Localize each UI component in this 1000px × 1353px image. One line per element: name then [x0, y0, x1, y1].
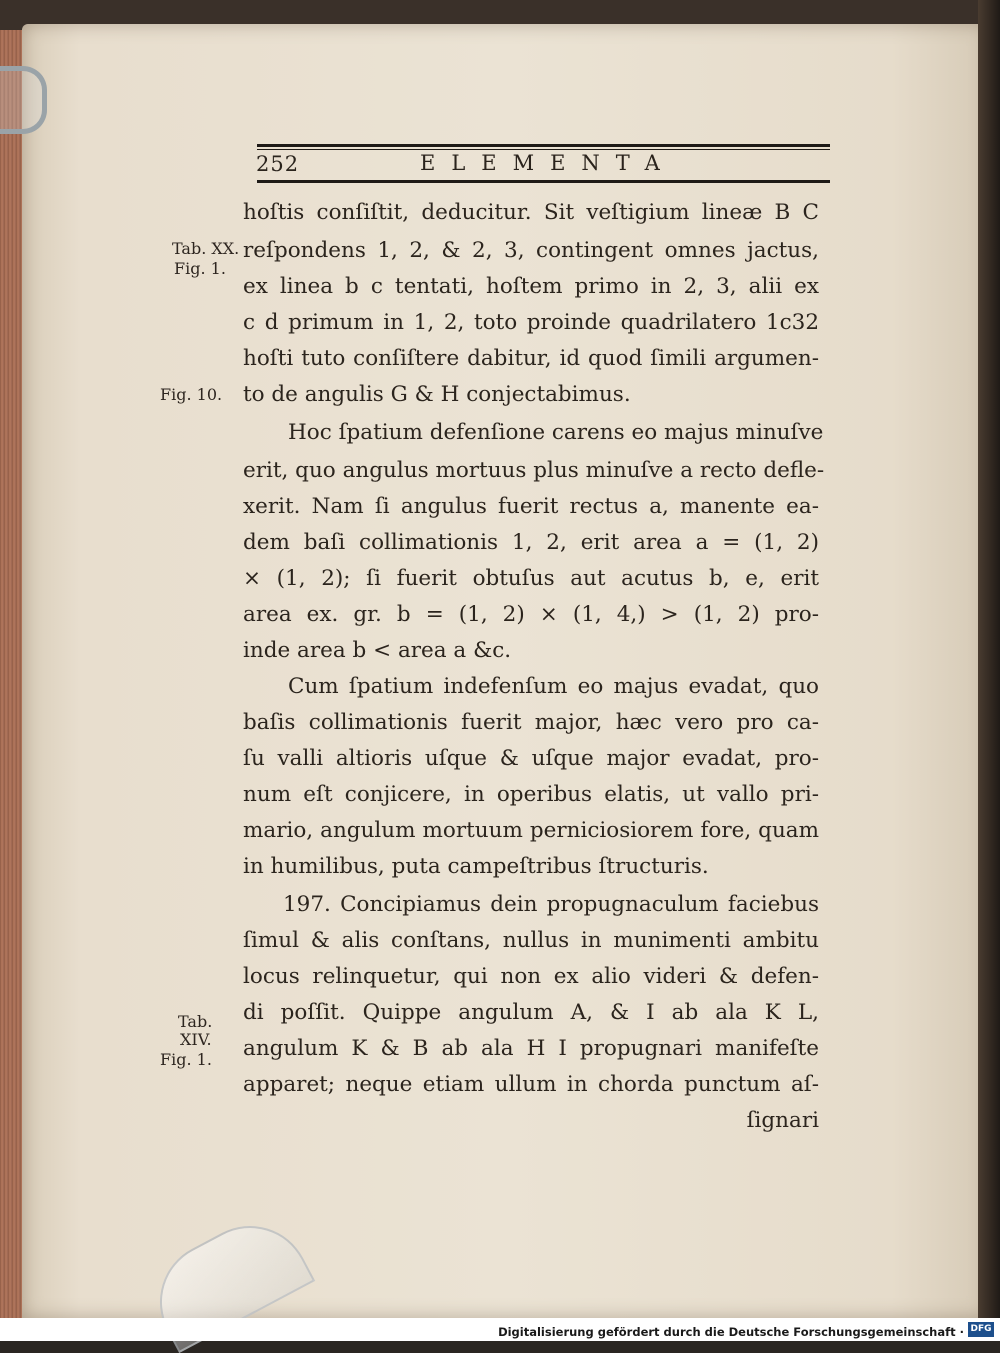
text-line: hoſti tuto conſiſtere dabitur, id quod ſimili argumen- — [243, 346, 819, 371]
header-rule-top — [257, 144, 830, 147]
margin-note-tab: Tab. — [178, 1012, 213, 1031]
text-line: dem baſi collimationis 1, 2, erit area a = (1, 2) — [243, 530, 819, 555]
funding-credit: Digitalisierung gefördert durch die Deutsche Forschungsgemeinschaft · — [498, 1325, 964, 1339]
dfg-logo: DFG — [968, 1322, 994, 1337]
text-line: locus relinquetur, qui non ex alio videri & defen- — [243, 964, 819, 989]
text-line: to de angulis G & H conjectabimus. — [243, 382, 631, 407]
margin-note-fig-1-b: Fig. 1. — [160, 1050, 212, 1069]
text-line: ex linea b c tentati, hoſtem primo in 2, 3, alii ex — [243, 274, 819, 299]
text-line: Cum ſpatium indefenſum eo majus evadat, quo — [288, 674, 819, 699]
header-rule-top-thin — [257, 149, 830, 150]
text-line: di poſſit. Quippe angulum A, & I ab ala K L, — [243, 1000, 819, 1025]
text-line: ſimul & alis conſtans, nullus in munimenti ambitu — [243, 928, 819, 953]
margin-note-xiv: XIV. — [180, 1030, 212, 1049]
text-line: 197. Concipiamus dein propugnaculum faciebus — [283, 892, 819, 917]
text-line: in humilibus, puta campeſtribus ſtructuris. — [243, 854, 709, 879]
text-line: × (1, 2); ſi fuerit obtuſus aut acutus b, e, erit — [243, 566, 819, 591]
text-line: Hoc ſpatium defenſione carens eo majus minuſve — [288, 420, 824, 445]
header-rule-bottom — [257, 180, 830, 183]
text-line: apparet; neque etiam ullum in chorda punctum aſ- — [243, 1072, 819, 1097]
text-line: hoſtis conſiſtit, deducitur. Sit veſtigium lineæ B C — [243, 200, 819, 225]
margin-note-fig-1: Fig. 1. — [174, 259, 226, 278]
binding-edge — [978, 0, 1000, 1318]
text-line: reſpondens 1, 2, & 2, 3, contingent omnes jactus, — [243, 238, 819, 263]
page-number: 252 — [256, 152, 300, 176]
text-line: mario, angulum mortuum perniciosiorem fore, quam — [243, 818, 819, 843]
text-line: num eſt conjicere, in operibus elatis, ut vallo pri- — [243, 782, 819, 807]
text-line: ſignari — [746, 1108, 819, 1133]
text-line: baſis collimationis fuerit major, hæc vero pro ca- — [243, 710, 819, 735]
text-line: erit, quo angulus mortuus plus minuſve a recto defle- — [243, 458, 825, 483]
margin-note-tab-xx: Tab. XX. — [172, 239, 240, 258]
text-line: c d primum in 1, 2, toto proinde quadrilatero 1c32 — [243, 310, 819, 335]
margin-note-fig-10: Fig. 10. — [160, 385, 223, 404]
text-line: inde area b < area a &c. — [243, 638, 512, 663]
text-line: area ex. gr. b = (1, 2) × (1, 4,) > (1, 2) pro- — [243, 602, 819, 627]
running-title: ELEMENTA — [420, 151, 676, 175]
text-line: xerit. Nam ſi angulus fuerit rectus a, manente ea- — [243, 494, 819, 519]
page-clip — [0, 66, 47, 134]
text-line: angulum K & B ab ala H I propugnari manifeſte — [243, 1036, 819, 1061]
text-line: ſu valli altioris uſque & uſque major evadat, pro- — [243, 746, 819, 771]
